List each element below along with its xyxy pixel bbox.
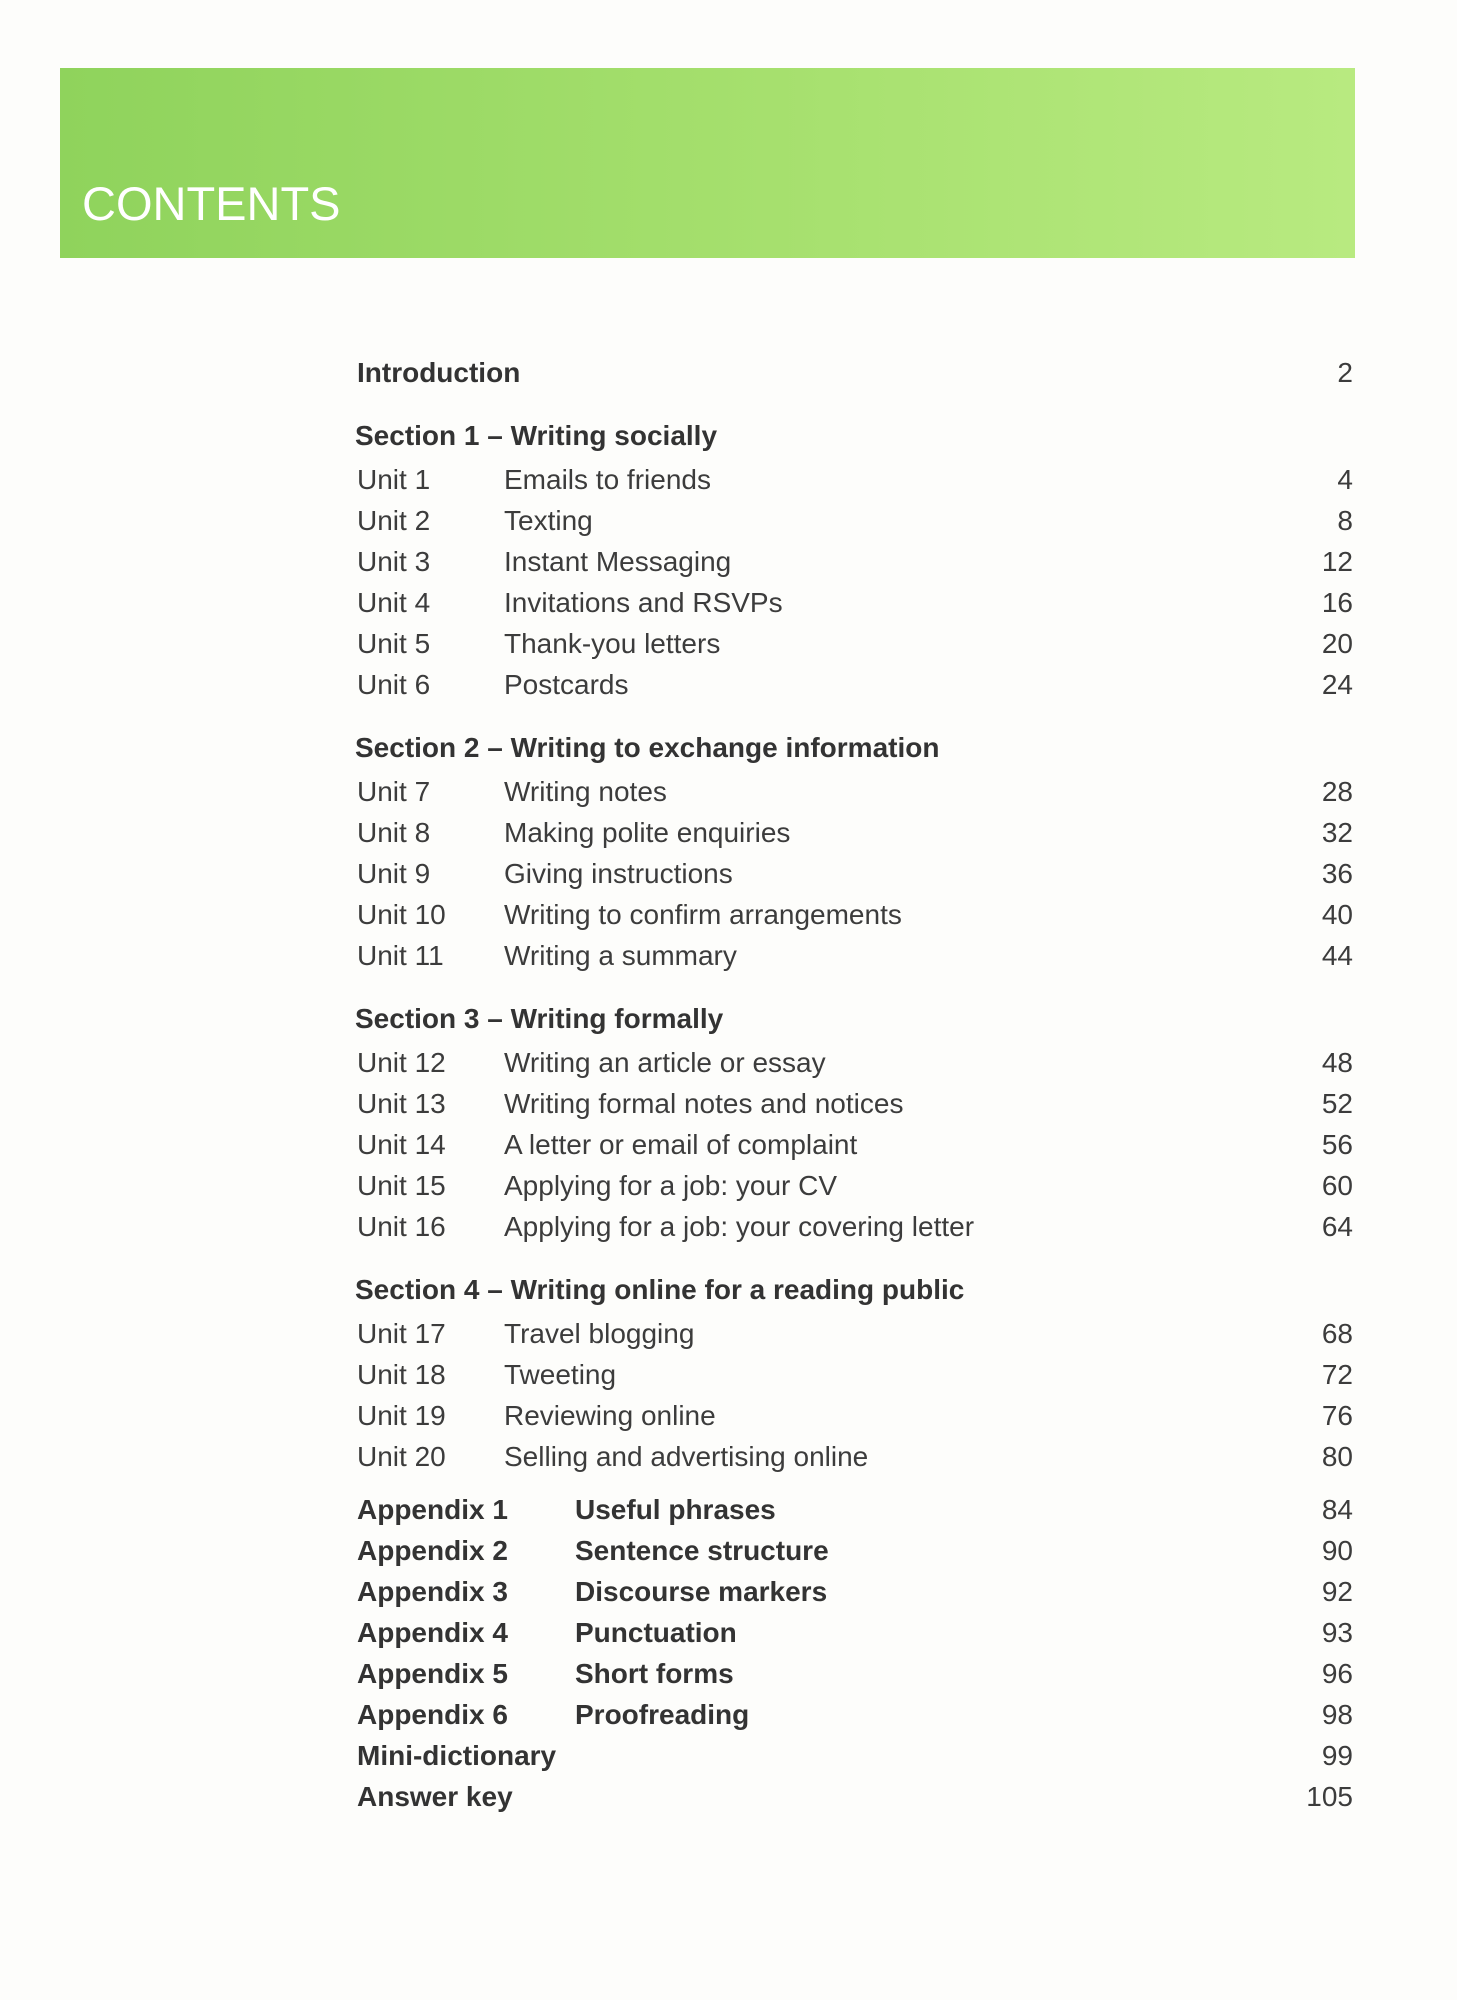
appendix-label: Appendix 2: [357, 1535, 508, 1566]
unit-title: Writing a summary: [504, 940, 737, 971]
unit-label: Unit 9: [357, 858, 431, 889]
toc-entry-unit[interactable]: [355, 500, 1353, 541]
unit-label: Unit 8: [357, 817, 431, 848]
entry-page-number: 84: [1321, 1494, 1353, 1525]
table-of-contents: [355, 352, 1353, 1817]
section-heading: Section 4 – Writing online for a reading public: [355, 1274, 965, 1305]
toc-entry-appendix[interactable]: [355, 1530, 1353, 1571]
unit-title: Applying for a job: your CV: [504, 1170, 838, 1201]
unit-label: Unit 7: [357, 776, 431, 807]
unit-title: Travel blogging: [504, 1318, 695, 1349]
toc-entry-appendix[interactable]: [355, 1694, 1353, 1735]
page-title: CONTENTS: [82, 177, 341, 230]
unit-label: Unit 1: [357, 464, 431, 495]
section-3: [355, 998, 1353, 1247]
toc-entry-appendix[interactable]: [355, 1571, 1353, 1612]
entry-page-number: 48: [1321, 1047, 1353, 1078]
contents-banner: [60, 68, 1355, 258]
toc-entry-unit[interactable]: [355, 664, 1353, 705]
unit-label: Unit 14: [357, 1129, 446, 1160]
entry-page-number: 8: [1337, 505, 1353, 536]
entry-page-number: 12: [1321, 546, 1353, 577]
toc-entry-unit[interactable]: [355, 1083, 1353, 1124]
entry-page-number: 16: [1321, 587, 1353, 618]
toc-entry-unit[interactable]: [355, 1206, 1353, 1247]
appendix-title: Short forms: [575, 1658, 734, 1689]
section-4: [355, 1269, 1353, 1477]
toc-entry-unit[interactable]: [355, 623, 1353, 664]
unit-label: Unit 2: [357, 505, 431, 536]
unit-title: Writing to confirm arrangements: [504, 899, 902, 930]
unit-label: Unit 5: [357, 628, 431, 659]
entry-page-number: 96: [1321, 1658, 1353, 1689]
appendix-label: Appendix 5: [357, 1658, 508, 1689]
unit-title: Postcards: [504, 669, 629, 700]
appendix-title: Discourse markers: [575, 1576, 828, 1607]
toc-entry-appendix[interactable]: [355, 1489, 1353, 1530]
section-1: [355, 415, 1353, 705]
unit-label: Unit 17: [357, 1318, 446, 1349]
unit-label: Unit 4: [357, 587, 431, 618]
toc-entry-unit[interactable]: [355, 853, 1353, 894]
toc-entry-unit[interactable]: [355, 1165, 1353, 1206]
unit-title: Making polite enquiries: [504, 817, 791, 848]
unit-title: Emails to friends: [504, 464, 711, 495]
entry-page-number: 99: [1321, 1740, 1353, 1771]
entry-page-number: 24: [1321, 669, 1353, 700]
unit-label: Unit 13: [357, 1088, 446, 1119]
entry-page-number: 60: [1321, 1170, 1353, 1201]
entry-page-number: 64: [1321, 1211, 1353, 1242]
entry-label: Introduction: [357, 357, 521, 388]
unit-title: Instant Messaging: [504, 546, 732, 577]
entry-page-number: 76: [1321, 1400, 1353, 1431]
toc-entry-unit[interactable]: [355, 1395, 1353, 1436]
entry-page-number: 56: [1321, 1129, 1353, 1160]
toc-entry-unit[interactable]: [355, 1124, 1353, 1165]
entry-page-number: 92: [1321, 1576, 1353, 1607]
entry-page-number: 2: [1337, 357, 1353, 388]
unit-label: Unit 12: [357, 1047, 446, 1078]
entry-page-number: 4: [1337, 464, 1353, 495]
entry-page-number: 44: [1321, 940, 1353, 971]
toc-entry-answer-key[interactable]: [355, 1776, 1353, 1817]
unit-label: Unit 6: [357, 669, 431, 700]
entry-label: Mini-dictionary: [357, 1740, 557, 1771]
unit-title: Writing notes: [504, 776, 667, 807]
unit-title: Reviewing online: [504, 1400, 716, 1431]
toc-entry-unit[interactable]: [355, 459, 1353, 500]
unit-label: Unit 15: [357, 1170, 446, 1201]
entry-page-number: 40: [1321, 899, 1353, 930]
appendix-label: Appendix 3: [357, 1576, 508, 1607]
toc-entry-appendix[interactable]: [355, 1612, 1353, 1653]
unit-label: Unit 16: [357, 1211, 446, 1242]
toc-entry-introduction[interactable]: [355, 352, 1353, 393]
unit-title: Giving instructions: [504, 858, 733, 889]
entry-page-number: 72: [1321, 1359, 1353, 1390]
unit-title: Writing formal notes and notices: [504, 1088, 904, 1119]
appendix-title: Proofreading: [575, 1699, 750, 1730]
appendix-title: Punctuation: [575, 1617, 737, 1648]
unit-title: Applying for a job: your covering letter: [504, 1211, 975, 1242]
unit-title: Invitations and RSVPs: [504, 587, 783, 618]
unit-title: Texting: [504, 505, 593, 536]
unit-label: Unit 3: [357, 546, 431, 577]
toc-entry-unit[interactable]: [355, 1436, 1353, 1477]
toc-entry-unit[interactable]: [355, 935, 1353, 976]
entry-page-number: 32: [1321, 817, 1353, 848]
toc-entry-mini-dictionary[interactable]: [355, 1735, 1353, 1776]
appendix-title: Sentence structure: [575, 1535, 829, 1566]
unit-title: Selling and advertising online: [504, 1441, 869, 1472]
entry-page-number: 98: [1321, 1699, 1353, 1730]
unit-label: Unit 19: [357, 1400, 446, 1431]
unit-label: Unit 10: [357, 899, 446, 930]
unit-title: Thank-you letters: [504, 628, 721, 659]
toc-entry-appendix[interactable]: [355, 1653, 1353, 1694]
unit-label: Unit 20: [357, 1441, 446, 1472]
entry-label: Answer key: [357, 1781, 513, 1812]
entry-page-number: 105: [1306, 1781, 1353, 1812]
entry-page-number: 80: [1321, 1441, 1353, 1472]
unit-title: Tweeting: [504, 1359, 617, 1390]
entry-page-number: 68: [1321, 1318, 1353, 1349]
section-heading: Section 2 – Writing to exchange information: [355, 732, 940, 763]
toc-entry-unit[interactable]: [355, 1042, 1353, 1083]
section-heading: Section 3 – Writing formally: [355, 1003, 724, 1034]
appendix-label: Appendix 6: [357, 1699, 508, 1730]
section-2: [355, 727, 1353, 976]
toc-entry-unit[interactable]: [355, 1313, 1353, 1354]
toc-entry-unit[interactable]: [355, 541, 1353, 582]
unit-label: Unit 11: [357, 940, 444, 971]
entry-page-number: 20: [1321, 628, 1353, 659]
unit-title: Writing an article or essay: [504, 1047, 826, 1078]
unit-title: A letter or email of complaint: [504, 1129, 858, 1160]
section-heading: Section 1 – Writing socially: [355, 420, 718, 451]
entry-page-number: 93: [1321, 1617, 1353, 1648]
toc-entry-unit[interactable]: [355, 1354, 1353, 1395]
entry-page-number: 52: [1321, 1088, 1353, 1119]
appendix-label: Appendix 4: [357, 1617, 508, 1648]
toc-entry-unit[interactable]: [355, 582, 1353, 623]
entry-page-number: 36: [1321, 858, 1353, 889]
entry-page-number: 28: [1321, 776, 1353, 807]
appendix-title: Useful phrases: [575, 1494, 776, 1525]
toc-entry-unit[interactable]: [355, 771, 1353, 812]
toc-entry-unit[interactable]: [355, 894, 1353, 935]
unit-label: Unit 18: [357, 1359, 446, 1390]
toc-entry-unit[interactable]: [355, 812, 1353, 853]
appendices: [355, 1489, 1353, 1817]
entry-page-number: 90: [1321, 1535, 1353, 1566]
appendix-label: Appendix 1: [357, 1494, 508, 1525]
